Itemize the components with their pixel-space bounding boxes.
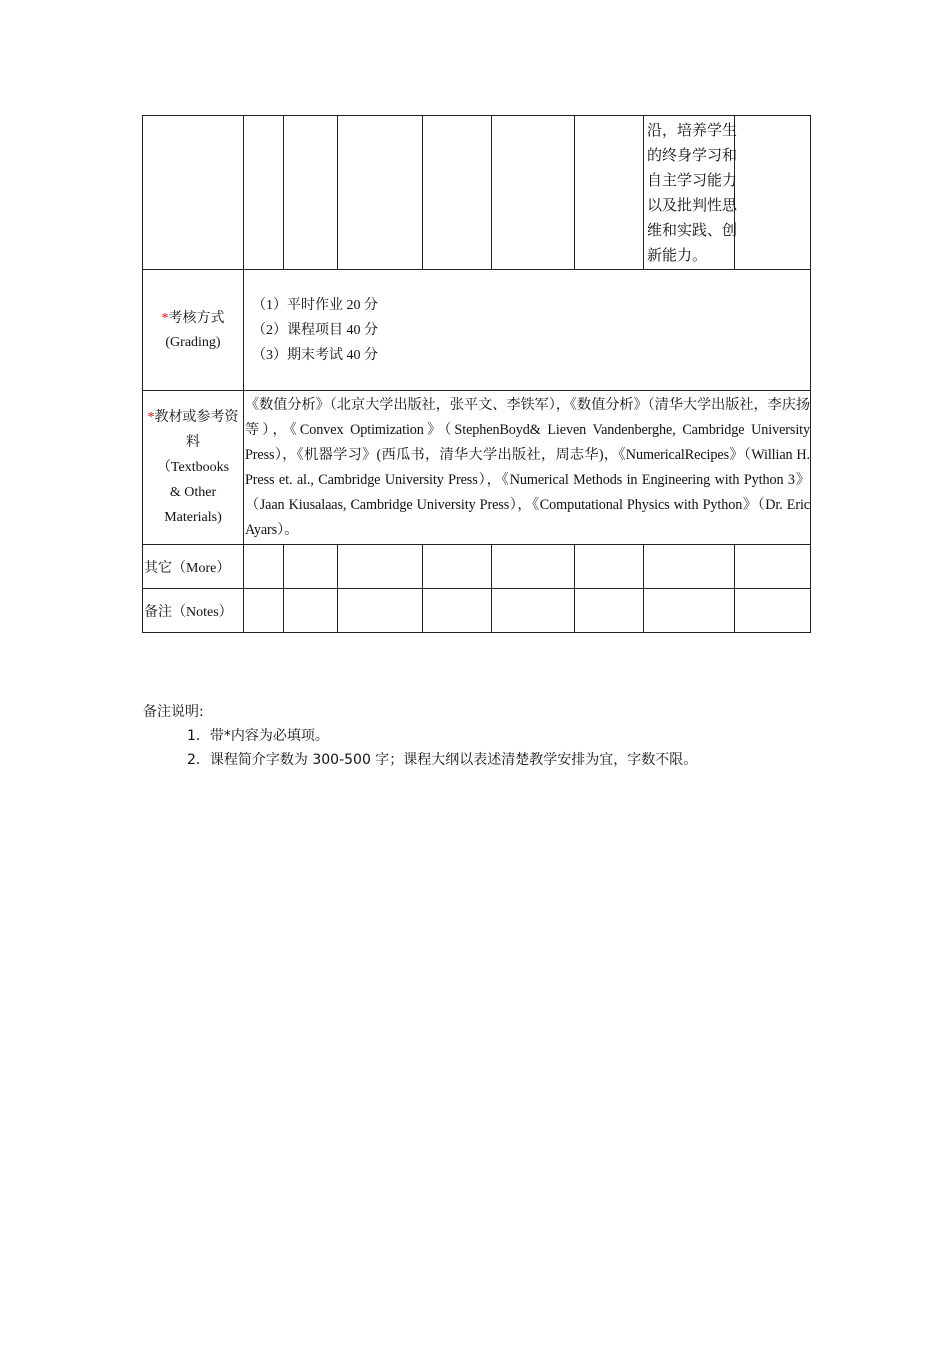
notes-title: 备注说明: bbox=[143, 704, 204, 720]
more-row bbox=[143, 545, 811, 589]
empty-cell bbox=[284, 545, 338, 589]
empty-cell bbox=[492, 589, 575, 633]
empty-cell bbox=[338, 545, 423, 589]
continuation-line: 的终身学习和 bbox=[647, 146, 738, 164]
empty-cell bbox=[735, 589, 811, 633]
empty-cell bbox=[492, 116, 575, 270]
note-item: 1．带*内容为必填项。 bbox=[187, 728, 329, 744]
course-info-table bbox=[142, 115, 811, 633]
textbooks-label-en: （Textbooks & Other Materials) bbox=[156, 460, 230, 525]
continuation-line: 维和实践、创 bbox=[647, 221, 738, 239]
empty-cell bbox=[575, 545, 644, 589]
textbooks-content-cell: 《数值分析》（北京大学出版社，张平文、李铁军），《数值分析》（清华大学出版社，李庆扬等），《Convex Optimization》（StephenBoyd& Lieven Vandenberghe, Cambridge University Press），《机器学习》(西瓜书，清华大学出版社，周志华)，《NumericalRecipes》（Willian H. Press et. al., Cambridge University Press），《Numerical Methods in Engineering with Python 3》（Jaan Kiusalaas, Cambridge University Press），《Computational Physics with Python》（Dr. Eric Ayars）。 bbox=[244, 391, 811, 545]
empty-cell bbox=[735, 545, 811, 589]
empty-cell bbox=[284, 589, 338, 633]
textbooks-label-cell bbox=[143, 391, 244, 545]
empty-cell bbox=[244, 116, 284, 270]
notes-row bbox=[143, 589, 811, 633]
empty-cell bbox=[284, 116, 338, 270]
empty-cell bbox=[492, 545, 575, 589]
continuation-line: 新能力。 bbox=[647, 246, 708, 264]
notes-label: 备注（Notes） bbox=[143, 589, 244, 633]
grading-item: （2）课程项目 40 分 bbox=[252, 322, 378, 338]
empty-cell bbox=[575, 589, 644, 633]
notes-section bbox=[143, 700, 697, 772]
more-label: 其它（More） bbox=[143, 545, 244, 589]
empty-cell bbox=[644, 589, 735, 633]
note-item: 2．课程简介字数为 300-500 字；课程大纲以表述清楚教学安排为宜，字数不限。 bbox=[187, 752, 698, 768]
required-mark: * bbox=[147, 410, 155, 425]
grading-label-en: (Grading) bbox=[165, 334, 221, 350]
empty-cell bbox=[423, 589, 492, 633]
continuation-text-cell bbox=[644, 116, 738, 270]
empty-cell bbox=[143, 116, 244, 270]
grading-label-zh: 考核方式 bbox=[168, 309, 225, 326]
empty-cell bbox=[338, 589, 423, 633]
empty-cell bbox=[338, 116, 423, 270]
grading-content-cell bbox=[244, 270, 811, 391]
empty-cell bbox=[423, 116, 492, 270]
empty-cell bbox=[735, 116, 811, 270]
empty-cell bbox=[423, 545, 492, 589]
grading-row bbox=[143, 270, 811, 391]
continuation-row bbox=[143, 116, 811, 270]
empty-cell bbox=[244, 545, 284, 589]
textbooks-label-zh: 教材或参考资料 bbox=[154, 409, 239, 450]
required-mark: * bbox=[161, 310, 169, 326]
empty-cell bbox=[244, 589, 284, 633]
grading-item: （3）期末考试 40 分 bbox=[252, 347, 378, 363]
continuation-line: 自主学习能力 bbox=[647, 171, 738, 189]
textbooks-row bbox=[143, 391, 811, 545]
continuation-line: 以及批判性思 bbox=[647, 196, 738, 214]
grading-label-cell bbox=[143, 270, 244, 391]
continuation-line: 沿，培养学生 bbox=[647, 121, 738, 139]
empty-cell bbox=[644, 545, 735, 589]
empty-cell bbox=[575, 116, 644, 270]
grading-item: （1）平时作业 20 分 bbox=[252, 297, 378, 313]
